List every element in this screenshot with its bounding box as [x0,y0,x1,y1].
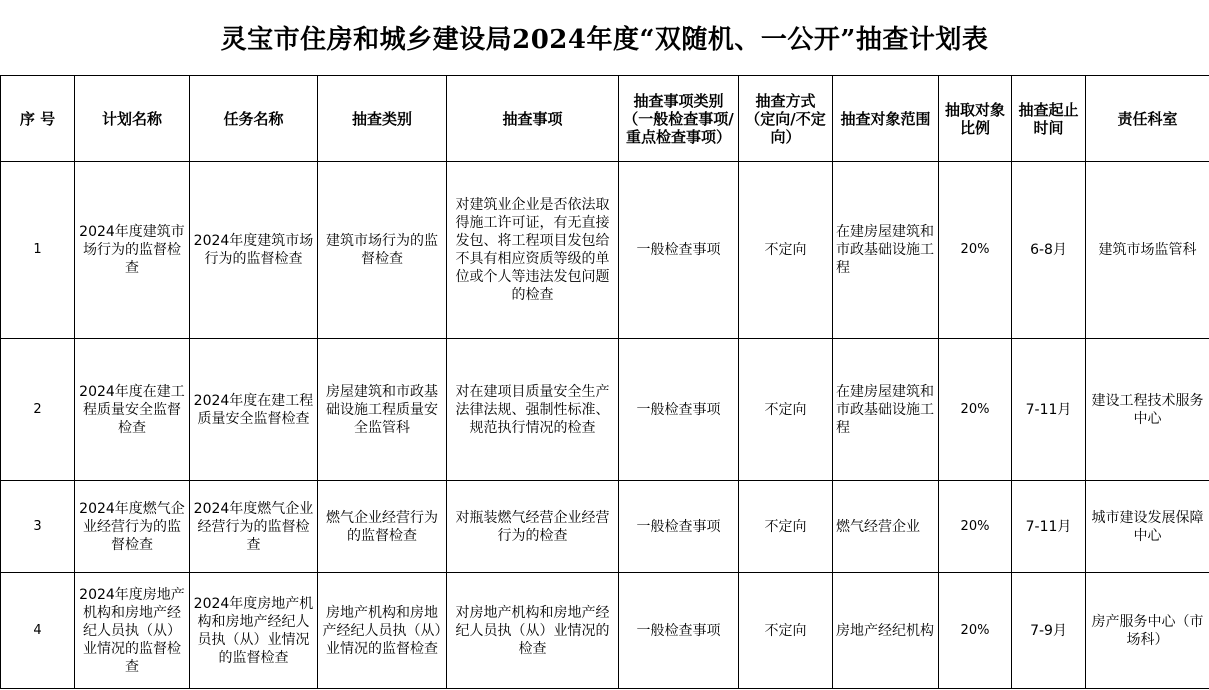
table-row [1,162,1209,339]
cell-category: 房屋建筑和市政基础设施工程质量安全监管科 [318,339,447,481]
cell-category: 房地产机构和房地产经纪人员执（从）业情况的监督检查 [318,573,447,689]
table-row [1,573,1209,689]
cell-method: 不定向 [739,162,833,339]
cell-period: 6-8月 [1012,162,1086,339]
cell-task-name: 2024年度建筑市场行为的监督检查 [190,162,318,339]
cell-plan-name: 2024年度房地产机构和房地产经纪人员执（从）业情况的监督检查 [75,573,190,689]
cell-item-type: 一般检查事项 [619,162,739,339]
cell-ratio: 20% [939,573,1012,689]
header-ratio: 抽取对象比例 [939,76,1012,162]
header-method: 抽查方式（定向/不定向） [739,76,833,162]
table-row [1,339,1209,481]
header-category: 抽查类别 [318,76,447,162]
table-row [1,481,1209,573]
header-scope: 抽查对象范围 [833,76,939,162]
cell-plan-name: 2024年度燃气企业经营行为的监督检查 [75,481,190,573]
table-header-row [1,76,1209,162]
cell-method: 不定向 [739,573,833,689]
cell-period: 7-11月 [1012,339,1086,481]
cell-task-name: 2024年度房地产机构和房地产经纪人员执（从）业情况的监督检查 [190,573,318,689]
cell-item: 对瓶装燃气经营企业经营行为的检查 [447,481,619,573]
cell-task-name: 2024年度在建工程质量安全监督检查 [190,339,318,481]
header-period: 抽查起止时间 [1012,76,1086,162]
cell-period: 7-9月 [1012,573,1086,689]
cell-category: 建筑市场行为的监督检查 [318,162,447,339]
cell-item: 对房地产机构和房地产经纪人员执（从）业情况的检查 [447,573,619,689]
cell-dept: 城市建设发展保障中心 [1086,481,1209,573]
cell-dept: 建设工程技术服务中心 [1086,339,1209,481]
cell-plan-name: 2024年度在建工程质量安全监督检查 [75,339,190,481]
cell-category: 燃气企业经营行为的监督检查 [318,481,447,573]
cell-period: 7-11月 [1012,481,1086,573]
cell-scope: 燃气经营企业 [833,481,939,573]
cell-seq: 2 [1,339,75,481]
cell-method: 不定向 [739,481,833,573]
cell-method: 不定向 [739,339,833,481]
cell-ratio: 20% [939,162,1012,339]
cell-item-type: 一般检查事项 [619,481,739,573]
cell-item-type: 一般检查事项 [619,573,739,689]
header-plan-name: 计划名称 [75,76,190,162]
cell-scope: 在建房屋建筑和市政基础设施工程 [833,162,939,339]
header-item-type: 抽查事项类别（一般检查事项/重点检查事项） [619,76,739,162]
cell-ratio: 20% [939,481,1012,573]
header-seq: 序 号 [1,76,75,162]
header-dept: 责任科室 [1086,76,1209,162]
cell-item: 对建筑业企业是否依法取得施工许可证，有无直接发包、将工程项目发包给不具有相应资质等级的单位或个人等违法发包问题的检查 [447,162,619,339]
sheet-title: 灵宝市住房和城乡建设局2024年度“双随机、一公开”抽查计划表 [0,0,1209,76]
cell-task-name: 2024年度燃气企业经营行为的监督检查 [190,481,318,573]
cell-seq: 3 [1,481,75,573]
cell-scope: 房地产经纪机构 [833,573,939,689]
cell-item: 对在建项目质量安全生产法律法规、强制性标准、规范执行情况的检查 [447,339,619,481]
inspection-plan-table [0,75,1209,689]
cell-seq: 4 [1,573,75,689]
cell-dept: 建筑市场监管科 [1086,162,1209,339]
cell-scope: 在建房屋建筑和市政基础设施工程 [833,339,939,481]
header-task-name: 任务名称 [190,76,318,162]
cell-seq: 1 [1,162,75,339]
cell-ratio: 20% [939,339,1012,481]
cell-dept: 房产服务中心（市场科） [1086,573,1209,689]
cell-item-type: 一般检查事项 [619,339,739,481]
header-item: 抽查事项 [447,76,619,162]
cell-plan-name: 2024年度建筑市场行为的监督检查 [75,162,190,339]
